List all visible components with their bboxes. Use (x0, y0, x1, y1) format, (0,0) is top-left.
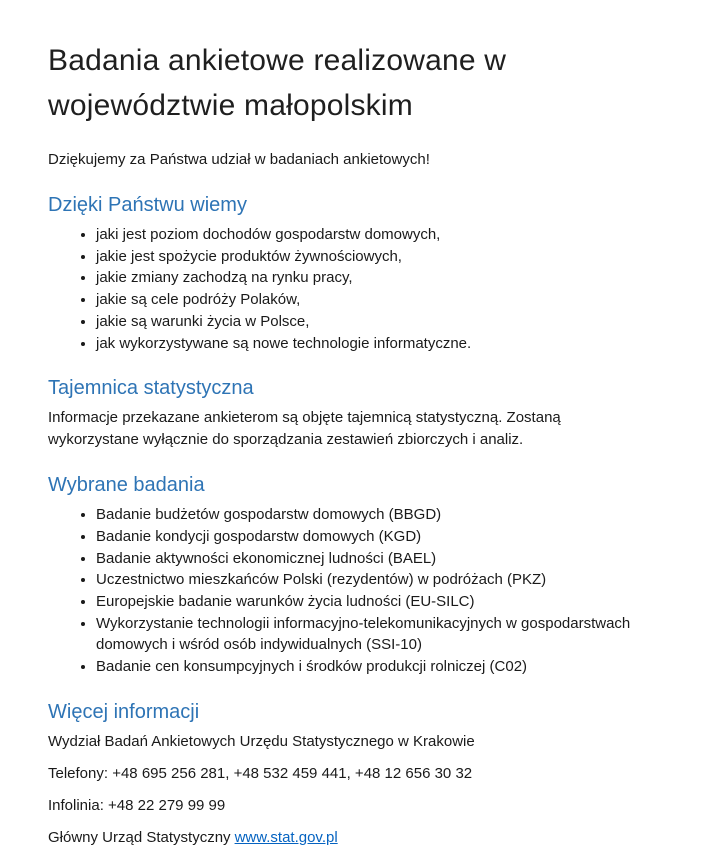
section-heading-wybrane: Wybrane badania (48, 474, 205, 497)
intro-text: Dziękujemy za Państwa udział w badaniach ankietowych! (48, 151, 430, 168)
list-item: • jakie są warunki życia w Polsce, (96, 311, 652, 333)
section-heading-tajemnica: Tajemnica statystyczna (48, 377, 254, 400)
list-item: • Badanie aktywności ekonomicznej ludności (BAEL) (96, 548, 652, 570)
tajemnica-paragraph: Informacje przekazane ankieterom są objęte tajemnicą statystyczną. Zostaną wykorzystane wyłącznie do sporządzania zestawień zbiorczych i analiz. (48, 409, 561, 449)
list-item: • jakie zmiany zachodzą na rynku pracy, (96, 267, 652, 289)
bullet-list-dzieki (48, 224, 652, 354)
list-item: • jaki jest poziom dochodów gospodarstw domowych, (96, 224, 652, 246)
page-title: Badania ankietowe realizowane w województwie małopolskim (48, 44, 507, 122)
list-item: • jakie są cele podróży Polaków, (96, 289, 652, 311)
contact-hotline: Infolinia: +48 22 279 99 99 (48, 796, 226, 814)
list-item: • Wykorzystanie technologii informacyjno-telekomunikacyjnych w gospodarstwach domowych i wśród osób indywidualnych (SSI-10) (96, 613, 652, 656)
stat-gov-link[interactable]: www.stat.gov.pl (234, 828, 338, 846)
list-item: • Badanie cen konsumpcyjnych i środków produkcji rolniczej (C02) (96, 656, 652, 678)
section-heading-dzieki: Dzięki Państwu wiemy (48, 194, 247, 216)
contact-phones: Telefony: +48 695 256 281, +48 532 459 441, +48 12 656 30 32 (48, 764, 473, 782)
list-item: • Europejskie badanie warunków życia ludności (EU-SILC) (96, 591, 652, 613)
contact-department: Wydział Badań Ankietowych Urzędu Statystycznego w Krakowie (48, 732, 475, 750)
list-item: • Badanie kondycji gospodarstw domowych (KGD) (96, 526, 652, 548)
list-item: • Badanie budżetów gospodarstw domowych (BBGD) (96, 504, 652, 526)
contact-publisher-line (48, 827, 652, 849)
list-item: • jakie jest spożycie produktów żywnościowych, (96, 246, 652, 268)
section-heading-wiecej: Więcej informacji (48, 700, 200, 723)
list-item: • Uczestnictwo mieszkańców Polski (rezydentów) w podróżach (PKZ) (96, 569, 652, 591)
publisher-label: Główny Urząd Statystyczny (48, 828, 231, 846)
list-item: • jak wykorzystywane są nowe technologie informatyczne. (96, 333, 652, 355)
bullet-list-wybrane (48, 504, 652, 678)
